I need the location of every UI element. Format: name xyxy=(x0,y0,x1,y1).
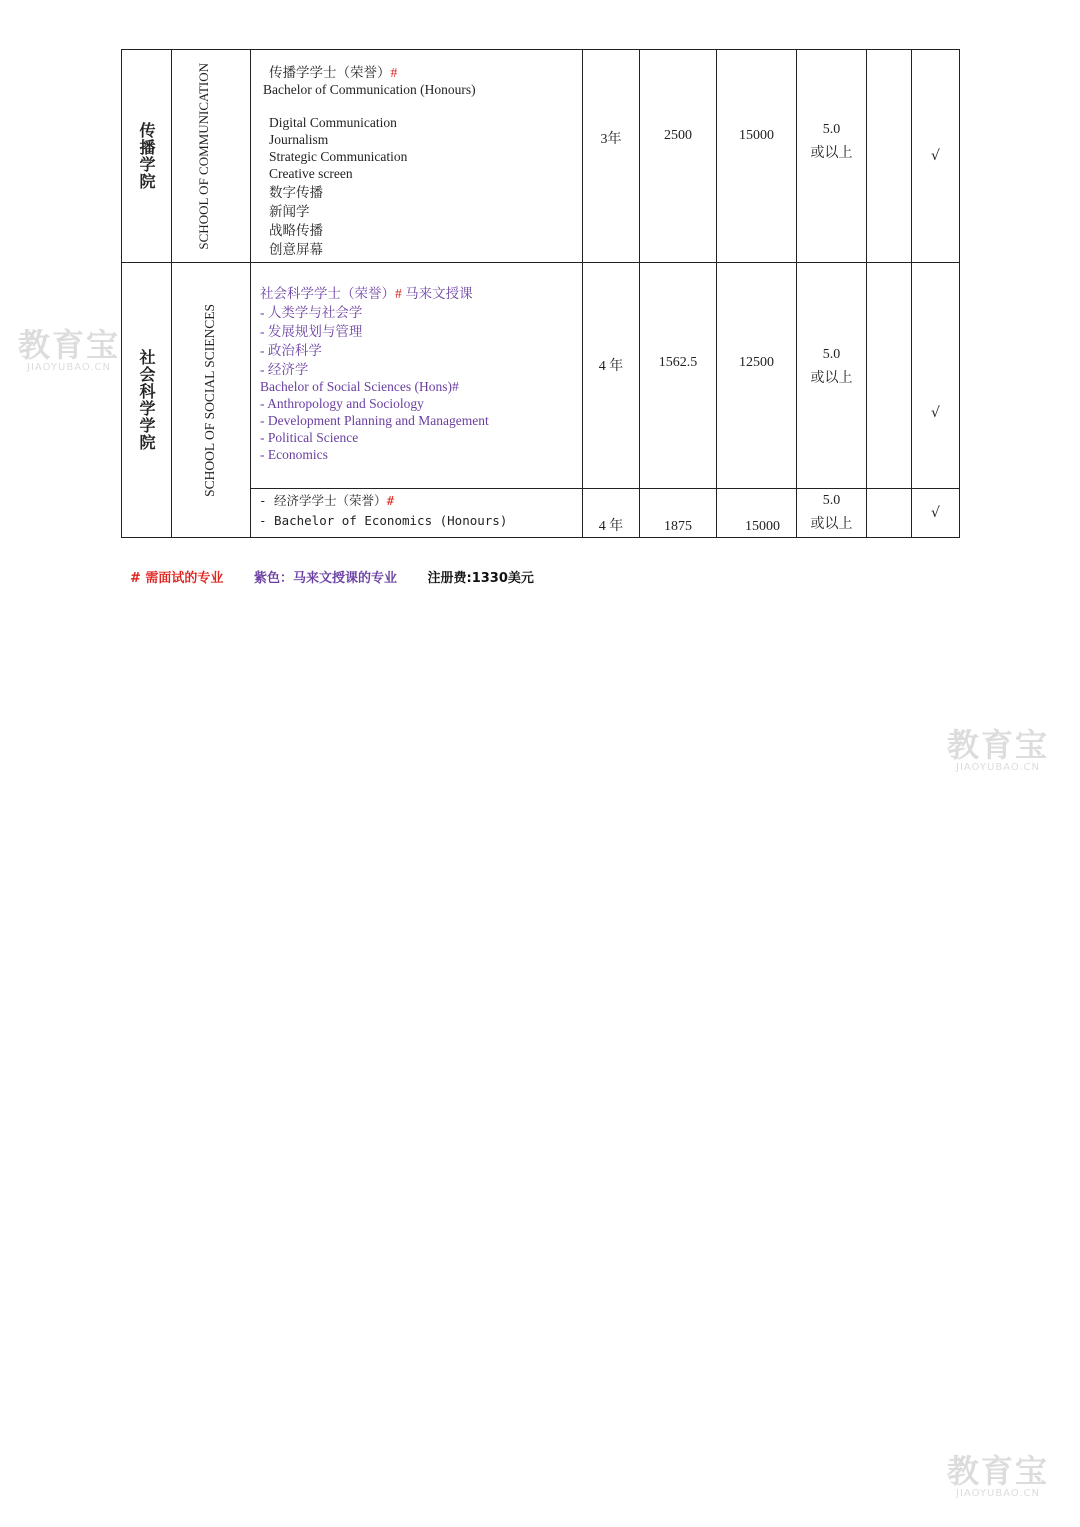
list-item: - Anthropology and Sociology xyxy=(260,396,424,411)
list-item: 数字传播 xyxy=(269,185,323,200)
fee2-cell: 15000 xyxy=(717,50,797,263)
check-cell: √ xyxy=(912,50,960,263)
legend-fee: 注册费:1330美元 xyxy=(427,571,534,586)
check-cell: √ xyxy=(912,489,960,538)
duration-cell: 3年 xyxy=(583,50,640,263)
school-en-cell xyxy=(172,263,251,538)
empty-cell xyxy=(867,50,912,263)
watermark-logo: 教育宝 JIAOYUBAO.CN xyxy=(18,326,121,373)
list-item: - Political Science xyxy=(260,430,359,445)
table-row-social-sciences xyxy=(122,263,960,489)
program-cell-communication xyxy=(251,50,583,263)
school-en-communication: SCHOOL OF COMMUNICATION xyxy=(196,62,211,250)
watermark-logo: 教育宝 JIAOYUBAO.CN xyxy=(947,726,1050,773)
empty-cell xyxy=(867,489,912,538)
program-title-en: - Bachelor of Economics (Honours) xyxy=(259,513,508,528)
list-item: Creative screen xyxy=(269,166,353,181)
check-cell: √ xyxy=(912,263,960,489)
school-cn-social: 社会科学学院 xyxy=(137,349,156,451)
duration-cell: 4 年 xyxy=(583,489,640,538)
program-title-en: Bachelor of Communication (Honours) xyxy=(263,82,476,97)
majors-en-list xyxy=(263,114,572,258)
score-cell: 5.0 或以上 xyxy=(797,489,867,538)
fee1-cell: 1875 xyxy=(640,489,717,538)
list-item: - Development Planning and Management xyxy=(260,413,489,428)
list-item: - 发展规划与管理 xyxy=(260,324,363,339)
list-item: - 政治科学 xyxy=(260,343,322,358)
score-cell: 5.0 或以上 xyxy=(797,50,867,263)
school-cn-cell xyxy=(122,263,172,538)
program-title-cn: - 经济学学士（荣誉）# xyxy=(259,493,395,508)
duration-cell: 4 年 xyxy=(583,263,640,489)
list-item: 战略传播 xyxy=(269,223,323,238)
list-item: Strategic Communication xyxy=(269,149,408,164)
list-item: Digital Communication xyxy=(269,115,397,130)
legend xyxy=(130,567,560,586)
list-item: 新闻学 xyxy=(269,204,310,219)
program-cell-economics xyxy=(251,489,583,538)
school-cn-communication: 传播学院 xyxy=(137,122,156,190)
school-cn-cell xyxy=(122,50,172,263)
list-item: - Economics xyxy=(260,447,328,462)
fee1-cell: 1562.5 xyxy=(640,263,717,489)
fee1-cell: 2500 xyxy=(640,50,717,263)
table-row-communication xyxy=(122,50,960,263)
program-title-en: Bachelor of Social Sciences (Hons)# xyxy=(260,379,459,394)
list-item: - 经济学 xyxy=(260,362,309,377)
programs-table xyxy=(121,49,960,538)
legend-purple: 紫色：马来文授课的专业 xyxy=(253,571,397,586)
empty-cell xyxy=(867,263,912,489)
school-en-social: SCHOOL OF SOCIAL SCIENCES xyxy=(202,303,217,497)
school-en-cell xyxy=(172,50,251,263)
list-item: Journalism xyxy=(269,132,329,147)
program-title-cn: 社会科学学士（荣誉）# 马来文授课 xyxy=(260,286,473,301)
watermark-logo: 教育宝 JIAOYUBAO.CN xyxy=(947,1452,1050,1499)
program-title-cn: 传播学学士（荣誉）# xyxy=(269,65,398,80)
score-cell: 5.0 或以上 xyxy=(797,263,867,489)
fee2-cell: 12500 xyxy=(717,263,797,489)
fee2-cell: 15000 xyxy=(717,489,797,538)
list-item: - 人类学与社会学 xyxy=(260,305,363,320)
list-item: 创意屏幕 xyxy=(269,242,323,257)
legend-interview: # 需面试的专业 xyxy=(130,571,224,586)
program-cell-social xyxy=(251,263,583,489)
